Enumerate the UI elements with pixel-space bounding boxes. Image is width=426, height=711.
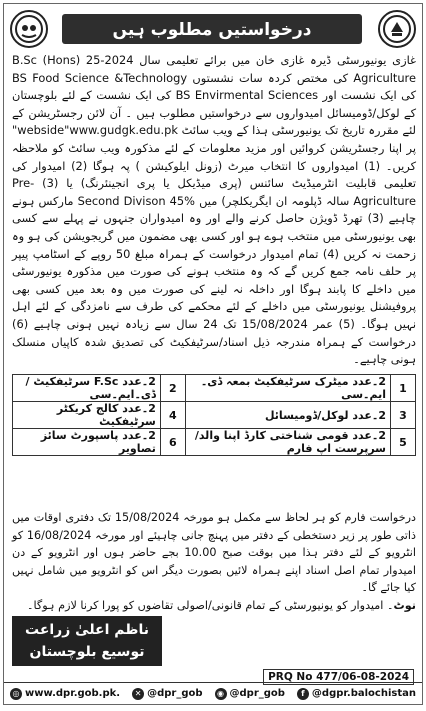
globe-icon: ◎ <box>10 688 22 700</box>
footer-item-website[interactable] <box>10 688 120 700</box>
documents-table <box>12 374 416 456</box>
signature-block <box>12 616 162 682</box>
government-emblem-icon <box>378 10 416 48</box>
balochistan-emblem-icon <box>10 10 48 48</box>
doc-number: 2 <box>160 375 185 402</box>
footer-item-twitter[interactable] <box>132 688 202 700</box>
doc-number: 5 <box>391 429 416 456</box>
doc-number: 6 <box>160 429 185 456</box>
signature-line-1: ناظم اعلیٰ زراعت <box>25 622 149 638</box>
facebook-icon: f <box>297 688 309 700</box>
advertisement-page <box>3 3 423 705</box>
prq-number: PRQ No 477/06-08-2024 <box>263 669 414 685</box>
page-title: درخواستیں مطلوب ہیں <box>62 14 362 44</box>
note-label: نوٹ <box>393 598 416 612</box>
doc-number: 1 <box>391 375 416 402</box>
twitter-icon: ✕ <box>132 688 144 700</box>
doc-text: 2۔عدد پاسپورٹ سائز تصاویر <box>13 429 161 456</box>
table-row <box>13 375 416 402</box>
note-text: ۔ امیدوار کو یونیورسٹی کے تمام قانونی/اصولی تقاضوں کو پورا کرنا لازم ہوگا۔ <box>26 598 394 612</box>
footer-item-facebook[interactable] <box>297 688 416 700</box>
doc-number: 4 <box>160 402 185 429</box>
footer <box>4 682 422 704</box>
footer-text: @dpr_gob <box>147 688 203 699</box>
doc-text: 2۔عدد F.Sc سرٹیفکیٹ /ڈی۔ایم۔سی <box>13 375 161 402</box>
body-paragraph: غازی یونیورسٹی ڈیرہ غازی خان میں برائے تعلیمی سال 2024-25 B.Sc (Hons) Agriculture کی مختص کردہ سات نشستوں BS Food Science &Technology کی ایک نشست اور BS Envirmental Sciences کی ایک نشست کے لئے بلوچستان کے لوکل/ڈومیسائل امیدواروں سے درخواستیں مطلوب ہیں ۔ آن لائن رجسٹریشن کے لئے مقررہ تاریخ تک یونیورسٹی ہذا کے ویب سائٹ webside"www.gudgk.edu.pk" پر اپنا رجسٹریشن کروائیں اور مزید معلومات کے لئے مذکورہ ویب سائٹ کو ملاحظہ کریں۔ (1) امیدواروں کا انتخاب میرٹ (زونل ایلوکیشن ) پہ ہوگا (2) امیدوار کی تعلیمی قابلیت انٹرمیڈیٹ سائنس (پری میڈیکل یا پری انجینئرنگ) یا (3) Pre-Agriculture سالہ ڈپلومہ ان ایگریکلچر) میں Second Divison 45% مارکس ہونے چاہیے (3) تھرڈ ڈویژن حاصل کرنے والے اور وہ امیدواران جنہوں نے پہلے سے کسی بھی یونیورسٹی میں منتخب ہوے ہو اور کسی بھی مضمون میں گریجویشن کی ہو وہ زحمت نہ کریں (4) تمام امیدوار درخواست کے ہمراہ مبلغ 50 روپے کے اسٹامپ پیپر پر حلف نامہ جمع کریں گے کہ وہ منتخب ہونے کی صورت میں مذکورہ یونیورسٹی میں داخلے کا پابند ہوگا اور داخلہ نہ لینے کی صورت میں وہ بعد میں کسی بھی پروفیشنل یونیورسٹی میں داخلے کے لئے محکمے کی طرف سے نامزدگی کے لئے اہل نہیں ہوگا۔ (5) عمر 15/08/2024 تک 24 سال سے زیادہ نہیں ہونی چاہیے (6) درخواست کے ہمراہ مندرجہ ذیل اسناد/سرٹیفکیٹ کی تصدیق شدہ کاپیاں منسلک ہونی چاہیے۔ <box>12 53 417 367</box>
doc-number: 3 <box>391 402 416 429</box>
instructions-section <box>12 509 416 614</box>
footer-text: www.dpr.gob.pk. <box>25 688 121 699</box>
doc-text: 2۔عدد قومی شناختی کارڈ اپنا والد/ سرپرست اپ فارم <box>185 429 390 456</box>
signature-line-2: توسیع بلوچستان کوئٹہ <box>29 644 145 682</box>
footer-item-instagram[interactable] <box>215 688 285 700</box>
instructions-paragraph: درخواست فارم کو ہر لحاظ سے مکمل ہو مورخہ 15/08/2024 تک دفتری اوقات میں ذاتی طور پر زیر دستخطی کے دفتر میں پہنچ جانی چاہیئے اور مورخہ 16/08/2024 کو انٹرویو کے لئے دفتر ہذا میں بوقت صبح 10.00 بجے حاضر ہوں اور انٹرویو کے دن امیدوار تمام اصل اسناد اپنے ہمراہ لائیں بصورت دیگر اس کو انٹرویو میں شامل نہیں کیا جائے گا۔ <box>12 511 416 594</box>
instagram-icon: ◉ <box>215 688 227 700</box>
header <box>10 10 416 48</box>
footer-text: @dgpr.balochistan <box>311 688 416 699</box>
doc-text: 2۔عدد لوکل/ڈومیسائل <box>185 402 390 429</box>
footer-text: @dpr_gob <box>229 688 285 699</box>
table-row <box>13 402 416 429</box>
table-row <box>13 429 416 456</box>
doc-text: 2۔عدد کالج کریکٹر سرٹیفکیٹ <box>13 402 161 429</box>
doc-text: 2۔عدد میٹرک سرٹیفکیٹ بمعہ ڈی۔ایم۔سی <box>185 375 390 402</box>
